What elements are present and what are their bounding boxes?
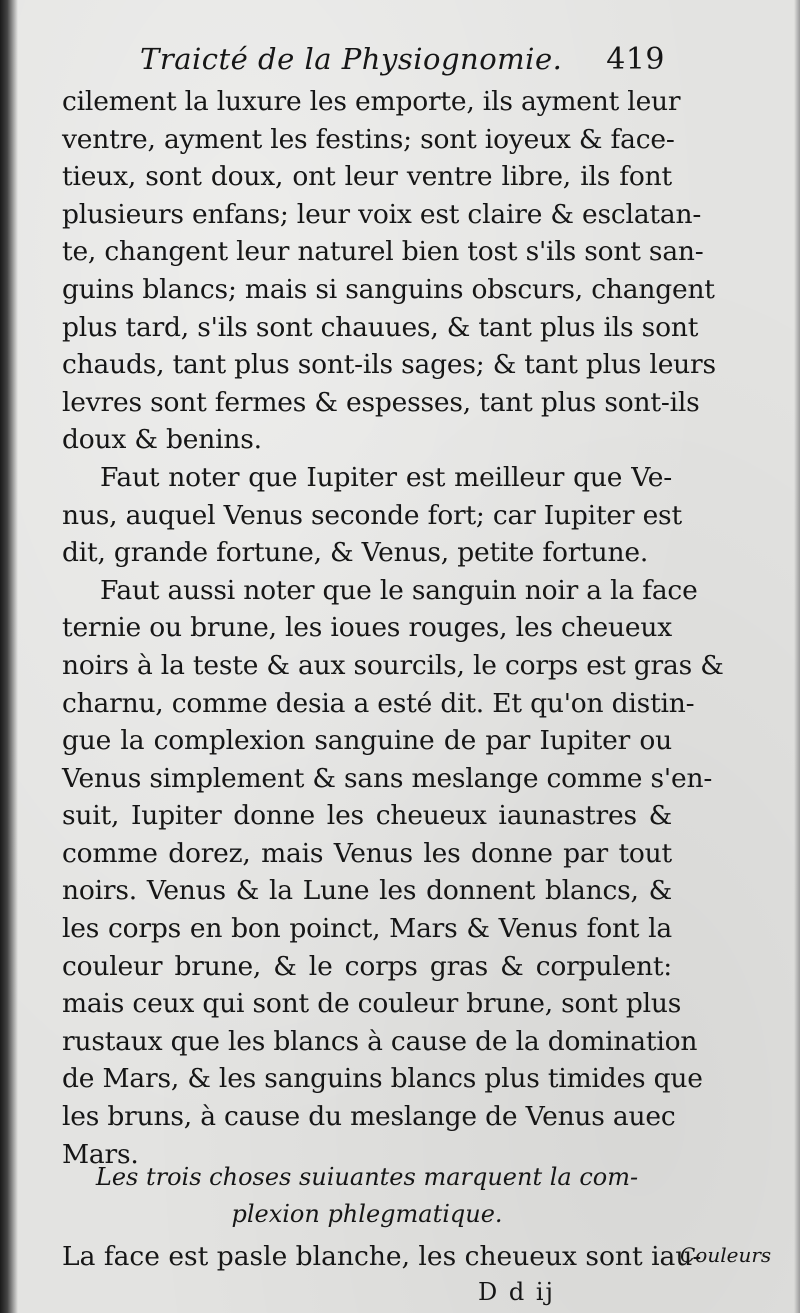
text-line: cilement la luxure les emporte, ils ayment leur <box>62 86 681 117</box>
text-line: noirs à la teste & aux sourcils, le corps est gras & <box>62 649 724 681</box>
text-line: Faut noter que Iupiter est meilleur que Ve- <box>100 461 672 493</box>
text-line: plusieurs enfans; leur voix est claire & esclatan- <box>62 198 702 230</box>
text-line: tieux, sont doux, ont leur ventre libre, ils font <box>62 161 672 193</box>
text-line: les bruns, à cause du meslange de Venus auec <box>62 1101 676 1133</box>
text-line: guins blancs; mais si sanguins obscurs, changent <box>62 273 715 305</box>
text-line: Venus simplement & sans meslange comme s'en- <box>62 762 713 794</box>
text-line: levres sont fermes & espesses, tant plus sont-ils <box>62 386 700 418</box>
text-line: Mars. <box>62 1138 139 1170</box>
margin-note: Couleurs <box>680 1243 772 1267</box>
page-edge-shadow <box>794 0 800 1313</box>
text-line: nus, auquel Venus seconde fort; car Iupiter est <box>62 499 682 531</box>
text-line: noirs. Venus & la Lune les donnent blancs, & <box>62 875 672 907</box>
text-line: de Mars, & les sanguins blancs plus timides que <box>62 1063 703 1095</box>
text-line: ventre, ayment les festins; sont ioyeux & face- <box>62 123 675 155</box>
text-line: suit, Iupiter donne les cheueux iaunastres & <box>62 800 672 832</box>
text-line: mais ceux qui sont de couleur brune, sont plus <box>62 988 682 1020</box>
text-line: Faut aussi noter que le sanguin noir a la face <box>100 574 698 606</box>
text-line: plus tard, s'ils sont chauues, & tant plus ils sont <box>62 311 699 343</box>
body-text-final-line: La face est pasle blanche, les cheueux sont iau- <box>62 1241 702 1272</box>
signature-mark: D d ij <box>478 1278 555 1306</box>
text-line: dit, grande fortune, & Venus, petite fortune. <box>62 537 649 569</box>
text-line: les corps en bon poinct, Mars & Venus font la <box>62 913 672 945</box>
page-gutter-shadow <box>0 0 18 1313</box>
text-line: doux & benins. <box>62 424 262 456</box>
running-head <box>140 42 665 76</box>
page-number: 419 <box>606 42 665 77</box>
text-line: te, changent leur naturel bien tost s'ils sont san- <box>62 236 704 268</box>
section-heading-line-2: plexion phlegmatique. <box>231 1200 503 1228</box>
text-line: couleur brune, & le corps gras & corpulent: <box>62 950 672 982</box>
section-heading-line-1: Les trois choses suiuantes marquent la com- <box>95 1163 639 1191</box>
text-line: chauds, tant plus sont-ils sages; & tant plus leurs <box>62 349 716 381</box>
text-line: rustaux que les blancs à cause de la domination <box>62 1025 698 1057</box>
text-line: charnu, comme desia a esté dit. Et qu'on distin- <box>62 687 695 719</box>
text-line: ternie ou brune, les ioues rouges, les cheueux <box>62 612 672 644</box>
running-head-title: Traicté de la Physiognomie. <box>140 42 563 76</box>
body-text <box>62 83 724 1173</box>
text-line: comme dorez, mais Venus les donne par tout <box>62 837 672 869</box>
text-line: gue la complexion sanguine de par Iupiter ou <box>62 725 672 757</box>
